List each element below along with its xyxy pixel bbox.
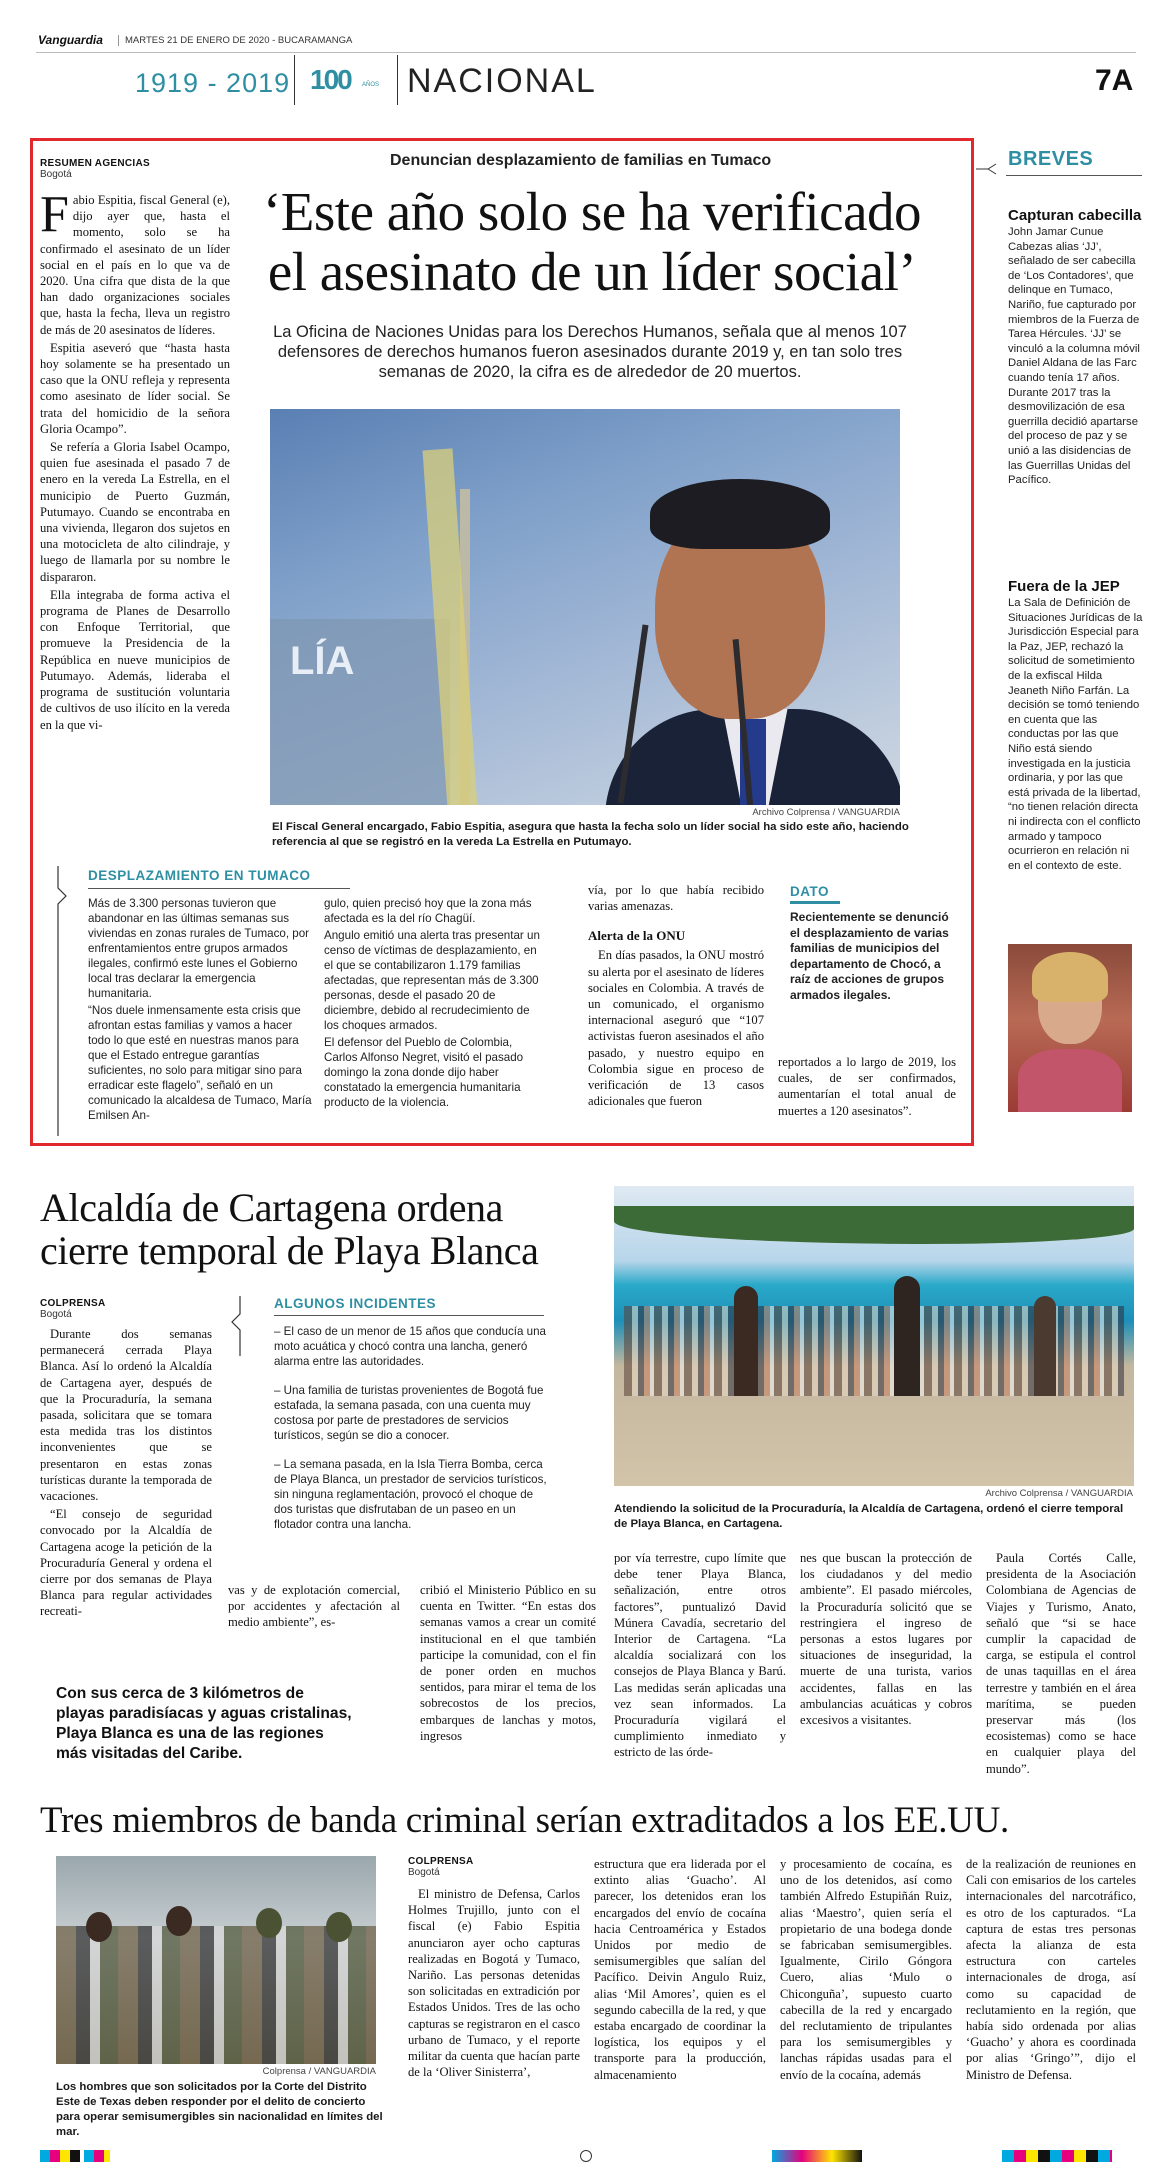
- paragraph: En días pasados, la ONU mostró su alerta por el asesinato de líderes sociales en Colombia. A través de un comunicado, el organismo internacional aseguró que “107 activistas fueron asesinados el año pasado, y nuestro equipo en Colombia sigue en proceso de verificación de 13 casos adicionales que fueron: [588, 948, 764, 1109]
- box-paragraph: “Nos duele inmensamente esta crisis que afrontan estas familias y vamos a hacer todo lo que esté en nuestras manos para que el Estado entregue garantías suficientes, no solo para mitigar sino para erradicar este flagelo”, señaló en un comunicado la alcaldesa de Tumaco, María Emilsen An-: [88, 1004, 312, 1122]
- cartagena-column-1: [40, 1326, 212, 1622]
- lead-column-3: [588, 882, 764, 1111]
- subheading: Alerta de la ONU: [588, 928, 686, 944]
- box-title: DESPLAZAMIENTO EN TUMACO: [88, 868, 311, 883]
- lead-byline: RESUMEN AGENCIAS Bogotá: [40, 158, 150, 180]
- breve-photo: [1008, 944, 1132, 1112]
- box-bracket: [56, 866, 76, 1136]
- cartagena-headline: Alcaldía de Cartagena ordena cierre temporal de Playa Blanca: [40, 1185, 539, 1273]
- extradition-column-2: [594, 1856, 766, 2085]
- cartagena-column-3: [420, 1582, 596, 1746]
- paragraph: reportados a lo largo de 2019, los cuales, de ser confirmados, aumentarían el total anual de muertes a 120 asesinatos”.: [778, 1055, 956, 1118]
- breve-item: [1008, 207, 1144, 488]
- box-paragraph: Más de 3.300 personas tuvieron que abandonar en las últimas semanas sus viviendas en zonas rurales de Tumaco, por enfrentamientos entre grupos armados ilegales, confirmó este lunes el Gobierno local tras declarar la emergencia humanitaria.: [88, 897, 310, 1000]
- paragraph: Paula Cortés Calle, presidenta de la Asociación Colombiana de Agencias de Viajes y Turismo, Anato, señaló que “si se hace cumplir la capacidad de carga, se estipula el control de unas taquillas en el área terrestre y también en el área marítima, se pueden preservar más (los ecosistemas) como se hace en cualquier playa del mundo”.: [986, 1551, 1136, 1776]
- divider: [397, 55, 398, 105]
- incident-item: – Una familia de turistas provenientes de Bogotá fue estafada, la semana pasada, con una cuenta muy costosa por parte de prestadores de servicios turísticos, según se dio a conocer.: [274, 1384, 544, 1442]
- dato-title: DATO: [790, 884, 829, 899]
- paragraph: cribió el Ministerio Público en su cuenta en Twitter. “En estas dos semanas vamos a crear un comité institucional en el que también participe la comunidad, con el fin de poner orden en muchos sentidos, para mirar el tema de los sobrecostos de los precios, embarques de lanchas y motos, ingresos: [420, 1583, 596, 1743]
- paper-name: Vanguardia: [38, 33, 103, 47]
- photo-credit: Archivo Colprensa / VANGUARDIA: [752, 807, 900, 818]
- box-bracket: [230, 1296, 250, 1566]
- cartagena-column-4: [614, 1550, 786, 1763]
- anniversary-logo: 100 AÑOS: [310, 64, 380, 95]
- box-paragraph: Angulo emitió una alerta tras presentar un censo de víctimas de desplazamiento, en el que se contabilizaron 1.179 familias afectadas, que representan más de 3.300 personas, desde el pasado 20 de diciembre, debido al recrudecimiento de los choques armados.: [324, 929, 540, 1032]
- lead-body-column: [40, 192, 230, 864]
- photo-credit: Colprensa / VANGUARDIA: [262, 2066, 376, 2077]
- paragraph: por vía terrestre, cupo límite que debe tener Playa Blanca, señalización, entre otros factores”, puntualizó David Múnera Cavadía, secretario del Interior de Cartagena. “La alcaldía socializará con los consejos de Playa Blanca y Barú. Las medidas serán aplicadas una vez sean informados. La Procuraduría vigilará el cumplimiento inmediato y estricto de las órde-: [614, 1551, 786, 1760]
- paragraph: Se refería a Gloria Isabel Ocampo, quien fue asesinada el pasado 7 de enero en la vereda La Estrella, en el municipio de Puerto Guzmán, Putumayo. Cuando se encontraba en una vivienda, llegaron dos sujetos en una motocicleta de alto cilindraje, y luego de llamarla por su nombre le dispararon.: [40, 440, 230, 584]
- breve-body: La Sala de Definición de Situaciones Jurídicas de la Jurisdicción Especial para la Paz, JEP, rechazó la solicitud de sometimiento de la exfiscal Hilda Jeaneth Niño Farfán. La decisión se tomó teniendo en cuenta que las conductas por las que Niño está siendo investigada en la justicia ordinaria, y por las que está privada de la libertad, “no tienen relación directa ni indirecta con el conflicto armado y tampoco ocurrieron en relación ni en el contexto de este.: [1008, 597, 1143, 872]
- lead-kicker: Denuncian desplazamiento de familias en Tumaco: [390, 152, 772, 169]
- extradition-column-1: [408, 1886, 580, 2082]
- breves-pointer: [976, 162, 998, 174]
- masthead-rule: [36, 52, 1136, 53]
- extradition-column-4: [966, 1856, 1136, 2085]
- dateline: MARTES 21 DE ENERO DE 2020 - BUCARAMANGA: [118, 35, 352, 46]
- lead-summary: La Oficina de Naciones Unidas para los Derechos Humanos, señala que al menos 107 defensores de derechos humanos fueron asesinados durante 2019 y, en tan solo tres semanas de 2020, la cifra es de alrededor de 20 muertos.: [273, 323, 907, 381]
- paragraph: y procesamiento de cocaína, es uno de los detenidos, así como también Alfredo Estupiñán Ruiz, alias ‘Maestro’, quien sería el propietario de una bodega donde se fabricaban semisumergibles. Igualmente, Cirilo Góngora Cuero, alias ‘Mulo o Chiconguña’, supuesto cuarto cabecilla de la red y encargado del reclutamiento de tripulantes para los semisumergibles y lanchas rápidas usadas para el envío de la cocaína, además: [780, 1857, 952, 2082]
- dato-box: [790, 884, 960, 1003]
- breve-body: John Jamar Cunue Cabezas alias ‘JJ’, señalado de ser cabecilla de ‘Los Contadores’, que delinque en Tumaco, Nariño, fue capturado por miembros de la Fuerza de Tarea Hércules. ‘JJ’ se vinculó a la columna móvil Daniel Aldana de las Farc cuando tenía 17 años. Durante 2017 tras la desmovilización de esa guerrilla decidió apartarse del proceso de paz y se unió a las disidencias de las Guerrillas Unidas del Pacífico.: [1008, 226, 1140, 487]
- paragraph: vas y de explotación comercial, por accidentes y afectación al medio ambiente”, es-: [228, 1583, 400, 1630]
- lead-headline: ‘Este año solo se ha verificado el asesinato de un líder social’: [262, 181, 921, 302]
- cartagena-column-5: [800, 1550, 972, 1730]
- cartagena-column-2: [228, 1582, 400, 1633]
- paragraph: estructura que era liderada por el extinto alias ‘Guacho’. Al parecer, los detenidos eran los encargados del envío de cocaína hacia Centroamérica y Estados Unidos por medio de semisumergibles que salían del Pacífico. Deivin Angulo Ruiz, alias ‘Mil Amores’, quien es el segundo cabecilla de la red, y que estaba encargado de coordinar la logística, los equipos y el transporte para la producción, almacenamiento: [594, 1857, 766, 2082]
- beach-photo: [614, 1186, 1134, 1486]
- paragraph: Ella integraba de forma activa el programa de Planes de Desarrollo con Enfoque Territorial, que promueve la Presidencia de la República en nueve municipios de Putumayo. Además, lideraba el programa de sustitución voluntaria de cultivos de uso ilícito en la vereda en la que vi-: [40, 587, 230, 732]
- page-number: 7A: [1095, 64, 1134, 97]
- extradition-byline: COLPRENSA Bogotá: [408, 1856, 474, 1878]
- section-name: NACIONAL: [407, 62, 597, 100]
- breves-title: BREVES: [1008, 148, 1094, 170]
- breve-title: Fuera de la JEP: [1008, 578, 1120, 595]
- paragraph: Durante dos semanas permanecerá cerrada Playa Blanca. Así lo ordenó la Alcaldía de Cartagena ayer, después de que la Procuraduría, la semana pasada, solicitara que se tomara esta medida tras los distintos inconvenientes que se presentaron en estas zonas turísticas durante la temporada de vacaciones.: [40, 1327, 212, 1504]
- lead-photo: LÍA: [270, 409, 900, 805]
- anniversary-years: 1919 - 2019: [135, 68, 291, 98]
- paragraph: abio Espitia, fiscal General (e), dijo ayer que, hasta el momento, solo se ha confirmado el asesinato de un líder social en el país en lo que va de 2020. Una cifra que dista de la que han dado organizaciones sociales que, hasta la fecha, lleva un registro de más de 20 asesinatos de líderes.: [40, 193, 230, 337]
- paragraph: de la realización de reuniones en Cali con emisarios de los carteles internacionales del narcotráfico, es otro de los capturados. “La captura de estas tres personas afecta la alianza de esta estructura con carteles internacionales de droga, así como su capacidad de reclutamiento en la región, que había sido ordenada por alias ‘Guacho’ y ahora es coordinada por alias ‘Gringo’”, dijo el Ministro de Defensa.: [966, 1857, 1136, 2082]
- extradition-column-3: [780, 1856, 952, 2085]
- paragraph: vía, por lo que había recibido varias amenazas.: [588, 883, 764, 914]
- box-paragraph: El defensor del Pueblo de Colombia, Carlos Alfonso Negret, visitó el pasado domingo la zona donde dijo haber constatado la emergencia humanitaria producto de la violencia.: [324, 1036, 524, 1109]
- breve-title: Capturan cabecilla: [1008, 207, 1142, 224]
- box-title: ALGUNOS INCIDENTES: [274, 1296, 437, 1311]
- drop-cap: F: [40, 192, 69, 243]
- incident-item: – La semana pasada, en la Isla Tierra Bomba, cerca de Playa Blanca, un prestador de servicios turísticos, sin ninguna reglamentación, provocó el choque de dos turistas que disfrutaban de un paseo en un flotador contra una lancha.: [274, 1458, 547, 1531]
- extradition-photo: [56, 1856, 376, 2064]
- dato-body: Recientemente se denunció el desplazamiento de varias familias de municipios del departamento de Chocó, a raíz de acciones de grupos armados ilegales.: [790, 910, 949, 1002]
- photo-caption: El Fiscal General encargado, Fabio Espitia, asegura que hasta la fecha solo un líder social ha sido este año, haciendo referencia al que se registró en la vereda La Estrella en Putumayo.: [272, 821, 909, 848]
- paragraph: nes que buscan la protección de los ciudadanos y del medio ambiente”. El pasado miércoles, la Procuraduría solicitó que se restringiera el ingreso de personas a estos lugares por situaciones de inseguridad, la muerte de una turista, varios accidentes, fallas en las ambulancias acuáticas y cobros excesivos a visitantes.: [800, 1551, 972, 1728]
- cartagena-byline: COLPRENSA Bogotá: [40, 1298, 106, 1320]
- cartagena-column-6: [986, 1550, 1136, 1779]
- box-column-2: [324, 896, 546, 1112]
- photo-caption: Los hombres que son solicitados por la Corte del Distrito Este de Texas deben responder por el delito de concierto para operar semisumergibles sin nacionalidad en límites del mar.: [56, 2081, 383, 2138]
- paragraph: “El consejo de seguridad convocado por la Alcaldía de Cartagena acoge la petición de la Procuraduría General y ordena el cierre por dos semanas de Playa Blanca para regular actividades recreati-: [40, 1507, 212, 1619]
- box-paragraph: gulo, quien precisó hoy que la zona más afectada es la del río Chagüí.: [324, 897, 532, 925]
- paragraph: El ministro de Defensa, Carlos Holmes Trujillo, junto con el fiscal (e) Fabio Espitia anunciaron ayer ocho capturas realizadas en Bogotá y Tumaco, Nariño. Las personas detenidas son solicitadas en extradición por Estados Unidos. Tres de las ocho capturas se registraron en el casco urbano de Tumaco, y el reporte militar da cuenta que hacían parte de la ‘Oliver Sinisterra’,: [408, 1887, 580, 2080]
- divider: [294, 55, 295, 105]
- extradition-headline: Tres miembros de banda criminal serían extraditados a los EE.UU.: [40, 1800, 1009, 1841]
- pullquote: Con sus cerca de 3 kilómetros de playas paradisíacas y aguas cristalinas, Playa Blanca es una de las regiones más visitadas del Caribe.: [56, 1685, 352, 1762]
- box-rule: [88, 888, 350, 889]
- photo-caption: Atendiendo la solicitud de la Procuraduría, la Alcaldía de Cartagena, ordenó el cierre temporal de Playa Blanca, en Cartagena.: [614, 1503, 1124, 1530]
- box-rule: [274, 1315, 544, 1316]
- print-color-bar: [40, 2150, 1130, 2162]
- paragraph: Espitia aseveró que “hasta hasta hoy solamente se ha presentado un caso que la ONU refleja y representa como asesinato de líder social. Se trata del homicidio de la señora Gloria Ocampo”.: [40, 340, 230, 436]
- breve-item: [1008, 578, 1144, 873]
- box-column-1: [88, 896, 313, 1125]
- breves-rule: [1006, 175, 1142, 176]
- incidents-list: [274, 1324, 554, 1534]
- photo-credit: Archivo Colprensa / VANGUARDIA: [985, 1488, 1133, 1499]
- incident-item: – El caso de un menor de 15 años que conducía una moto acuática y chocó contra una lancha, generó alarma entre las autoridades.: [274, 1325, 547, 1368]
- lead-column-4: [778, 1054, 956, 1121]
